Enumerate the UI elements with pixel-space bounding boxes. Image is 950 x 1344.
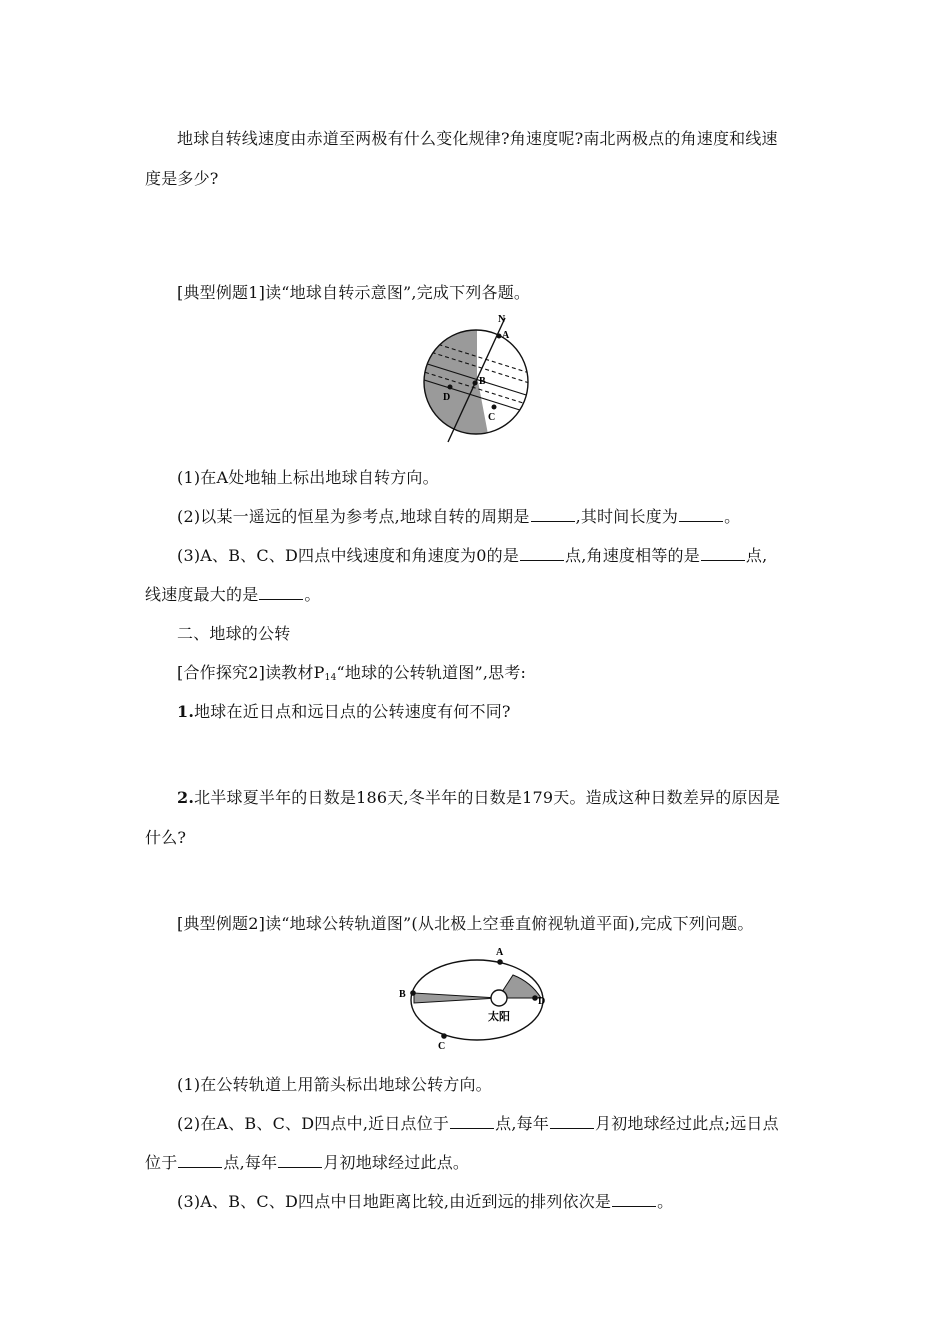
example2-q3 [177, 1190, 673, 1214]
answer-blank[interactable] [679, 507, 723, 522]
answer-blank[interactable] [531, 507, 575, 522]
rotation-question-text-1: 地球自转线速度由赤道至两极有什么变化规律?角速度呢?南北两极点的角速度和线速 [177, 129, 778, 148]
example1-q3-line2-text-a: 线速度最大的是 [145, 585, 259, 604]
example2-title-text: [典型例题2]读“地球公转轨道图”(从北极上空垂直俯视轨道平面),完成下列问题。 [177, 914, 754, 933]
point-d [448, 385, 453, 390]
inquiry2-q2-line2-text: 什么? [145, 828, 187, 847]
example1-q1 [177, 466, 439, 490]
example1-q2-text-a: (2)以某一遥远的恒星为参考点,地球自转的周期是 [177, 507, 530, 526]
example1-q3 [177, 544, 767, 568]
example2-q1 [177, 1073, 492, 1097]
point-c [492, 405, 497, 410]
label-d: D [538, 996, 546, 1007]
inquiry2-q2-number: 2. [177, 788, 195, 807]
example2-q2 [177, 1112, 779, 1136]
example1-q3-text-a: (3)A、B、C、D四点中线速度和角速度为0的是 [177, 546, 520, 565]
example1-q3-line2 [145, 583, 321, 607]
inquiry2-text-a: [合作探究2]读教材P [177, 663, 325, 682]
example2-q2-text-c: 月初地球经过此点;远日点 [595, 1114, 779, 1133]
label-b: B [399, 989, 406, 1000]
example1-q2-text-b: ,其时间长度为 [575, 507, 679, 526]
answer-blank[interactable] [550, 1114, 594, 1129]
label-sun: 太阳 [488, 1011, 510, 1023]
inquiry2 [177, 661, 526, 690]
answer-blank[interactable] [701, 546, 745, 561]
answer-blank[interactable] [612, 1192, 656, 1207]
sector-b [414, 993, 498, 1003]
inquiry2-q1-number: 1. [177, 702, 195, 721]
inquiry2-text-b: “地球的公转轨道图”,思考: [336, 663, 527, 682]
answer-blank[interactable] [450, 1114, 494, 1129]
rotation-question-line1 [177, 127, 778, 151]
inquiry2-q1 [177, 700, 511, 724]
example2-q2-line2-text-b: 点,每年 [223, 1153, 278, 1172]
answer-blank[interactable] [520, 546, 564, 561]
inquiry2-q2-line2 [145, 826, 186, 850]
inquiry2-q2-text: 北半球夏半年的日数是186天,冬半年的日数是179天。造成这种日数差异的原因是 [194, 788, 781, 807]
earth-orbit-diagram [395, 942, 565, 1052]
label-a: A [496, 947, 504, 958]
example2-q3-text-a: (3)A、B、C、D四点中日地距离比较,由近到远的排列依次是 [177, 1192, 612, 1211]
example1-q2 [177, 505, 740, 529]
earth-rotation-diagram [415, 310, 545, 450]
example1-q3-text-b: 点,角速度相等的是 [565, 546, 700, 565]
answer-blank[interactable] [259, 585, 303, 600]
label-b: B [479, 376, 486, 387]
inquiry2-q1-text: 地球在近日点和远日点的公转速度有何不同? [194, 702, 511, 721]
point-a [497, 334, 502, 339]
point-d [532, 995, 538, 1001]
inquiry2-page-subscript: 14 [324, 673, 337, 683]
example1-q1-text: (1)在A处地轴上标出地球自转方向。 [177, 468, 439, 487]
example2-q2-line2-text-c: 月初地球经过此点。 [323, 1153, 470, 1172]
answer-blank[interactable] [178, 1153, 222, 1168]
example1-q2-text-c: 。 [724, 507, 741, 526]
example2-title [177, 912, 754, 936]
point-b [473, 381, 478, 386]
example1-title [177, 281, 530, 305]
label-d: D [443, 392, 451, 403]
point-a [497, 959, 503, 965]
section2-heading-text: 二、地球的公转 [177, 624, 291, 643]
answer-blank[interactable] [278, 1153, 322, 1168]
point-c [441, 1033, 447, 1039]
sun [491, 990, 507, 1006]
example2-q3-text-b: 。 [657, 1192, 674, 1211]
example1-title-text: [典型例题1]读“地球自转示意图”,完成下列各题。 [177, 283, 531, 302]
example2-q1-text: (1)在公转轨道上用箭头标出地球公转方向。 [177, 1075, 492, 1094]
label-c: C [488, 412, 496, 423]
example2-q2-line2-text-a: 位于 [145, 1153, 178, 1172]
label-c: C [438, 1041, 446, 1052]
example2-q2-text-a: (2)在A、B、C、D四点中,近日点位于 [177, 1114, 450, 1133]
label-a: A [502, 330, 510, 341]
inquiry2-q2 [177, 786, 780, 810]
section2-heading [177, 622, 290, 646]
example2-q2-line2 [145, 1151, 469, 1175]
example1-q3-line2-text-b: 。 [304, 585, 321, 604]
point-b [410, 990, 416, 996]
label-n: N [498, 314, 506, 325]
example2-q2-text-b: 点,每年 [495, 1114, 550, 1133]
rotation-question-line2 [145, 167, 219, 191]
example1-q3-text-c: 点, [745, 546, 768, 565]
rotation-question-text-2: 度是多少? [145, 169, 219, 188]
